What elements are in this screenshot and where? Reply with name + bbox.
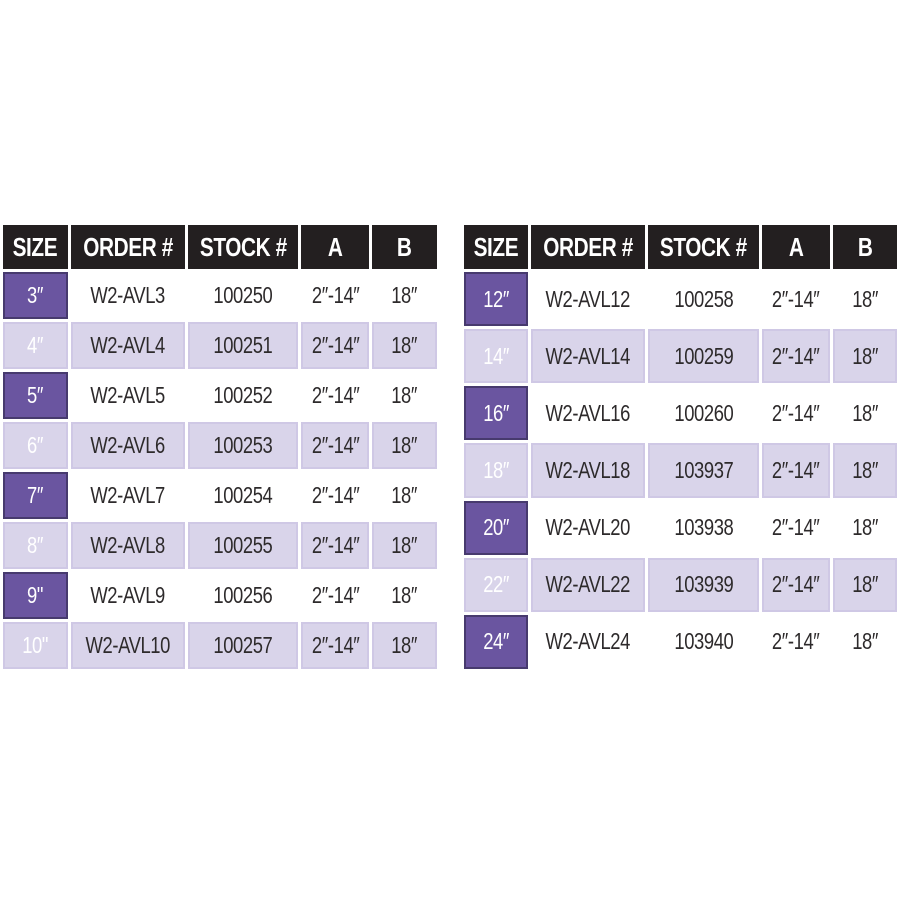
data-cell: [301, 372, 369, 419]
data-cell: [372, 572, 436, 619]
data-cell: [648, 501, 759, 555]
header-label: A: [788, 231, 804, 262]
table-row: [3, 422, 437, 469]
cell-text: 18″: [391, 382, 418, 408]
data-cell: [372, 472, 436, 519]
cell-text: 18″: [851, 571, 878, 598]
cell-text: W2-AVL22: [545, 571, 631, 598]
header-label: SIZE: [473, 231, 519, 262]
cell-text: 6″: [27, 432, 44, 458]
table-body: [464, 272, 898, 669]
cell-text: 4″: [27, 332, 44, 358]
table-row: [3, 322, 437, 369]
cell-text: 2″-14″: [311, 432, 359, 458]
table-row: [464, 329, 898, 383]
data-cell: [372, 622, 436, 669]
data-cell: [833, 386, 897, 440]
header-label: ORDER #: [82, 231, 173, 262]
cell-text: 18″: [851, 399, 878, 426]
cell-text: 18″: [391, 282, 418, 308]
cell-text: 103939: [673, 571, 733, 598]
size-cell: [464, 501, 529, 555]
data-cell: [301, 322, 369, 369]
cell-text: 18″: [851, 285, 878, 312]
column-header-order: [531, 225, 645, 269]
data-cell: [531, 501, 645, 555]
header-label: STOCK #: [659, 231, 747, 262]
data-cell: [71, 522, 185, 569]
data-cell: [648, 386, 759, 440]
table-row: [3, 522, 437, 569]
header-label: ORDER #: [543, 231, 633, 262]
data-cell: [188, 272, 299, 319]
spec-table-right: [461, 222, 900, 672]
data-cell: [762, 615, 830, 669]
column-header-size: [464, 225, 529, 269]
cell-text: 18″: [391, 582, 418, 608]
data-cell: [762, 443, 830, 497]
column-header-b: [372, 225, 436, 269]
header-row: [464, 225, 898, 269]
cell-text: 2″-14″: [772, 285, 820, 312]
cell-text: W2-AVL16: [545, 399, 631, 426]
cell-text: 24″: [482, 628, 509, 655]
table-row: [3, 272, 437, 319]
data-cell: [762, 386, 830, 440]
data-cell: [71, 322, 185, 369]
size-cell: [464, 329, 529, 383]
size-cell: [3, 372, 68, 419]
cell-text: W2-AVL10: [85, 632, 170, 658]
cell-text: W2-AVL7: [90, 482, 165, 508]
cell-text: 2″-14″: [311, 532, 359, 558]
table-row: [464, 558, 898, 612]
data-cell: [372, 422, 436, 469]
cell-text: 100257: [213, 632, 273, 658]
size-cell: [464, 443, 529, 497]
table-row: [464, 386, 898, 440]
data-cell: [372, 272, 436, 319]
cell-text: 12″: [482, 285, 509, 312]
cell-text: 2″-14″: [311, 582, 359, 608]
cell-text: 2″-14″: [772, 342, 820, 369]
table-header: [3, 225, 437, 269]
header-label: STOCK #: [199, 231, 287, 262]
data-cell: [762, 501, 830, 555]
cell-text: 103940: [673, 628, 733, 655]
cell-text: 18″: [851, 514, 878, 541]
column-header-b: [833, 225, 897, 269]
data-cell: [762, 329, 830, 383]
cell-text: 14″: [482, 342, 509, 369]
cell-text: 100258: [673, 285, 733, 312]
cell-text: 100256: [213, 582, 273, 608]
data-cell: [188, 572, 299, 619]
column-header-stock: [648, 225, 759, 269]
data-cell: [71, 422, 185, 469]
size-cell: [3, 522, 68, 569]
spec-table-left: [0, 222, 440, 672]
header-row: [3, 225, 437, 269]
data-cell: [648, 443, 759, 497]
cell-text: W2-AVL18: [545, 456, 631, 483]
cell-text: W2-AVL5: [90, 382, 165, 408]
column-header-stock: [188, 225, 299, 269]
cell-text: 2″-14″: [311, 632, 359, 658]
cell-text: 100252: [213, 382, 273, 408]
cell-text: 2″-14″: [772, 399, 820, 426]
cell-text: 100254: [213, 482, 273, 508]
cell-text: 18″: [851, 456, 878, 483]
size-cell: [3, 422, 68, 469]
cell-text: 8″: [27, 532, 44, 558]
data-cell: [648, 615, 759, 669]
table-body: [3, 272, 437, 669]
data-cell: [648, 272, 759, 326]
cell-text: W2-AVL14: [545, 342, 631, 369]
table-row: [3, 572, 437, 619]
size-cell: [464, 558, 529, 612]
cell-text: 5″: [27, 382, 44, 408]
cell-text: 16″: [482, 399, 509, 426]
size-cell: [3, 572, 68, 619]
table-row: [3, 472, 437, 519]
cell-text: 100259: [673, 342, 733, 369]
column-header-a: [762, 225, 830, 269]
table-row: [464, 443, 898, 497]
size-cell: [3, 322, 68, 369]
size-cell: [464, 615, 529, 669]
data-cell: [188, 522, 299, 569]
data-cell: [301, 472, 369, 519]
cell-text: 100255: [213, 532, 273, 558]
data-cell: [188, 422, 299, 469]
data-cell: [188, 472, 299, 519]
cell-text: 2″-14″: [311, 332, 359, 358]
data-cell: [372, 322, 436, 369]
data-cell: [71, 272, 185, 319]
data-cell: [372, 522, 436, 569]
data-cell: [762, 558, 830, 612]
column-header-order: [71, 225, 185, 269]
data-cell: [531, 386, 645, 440]
header-label: B: [397, 231, 412, 262]
cell-text: 9": [27, 582, 44, 608]
data-cell: [833, 443, 897, 497]
data-cell: [648, 558, 759, 612]
cell-text: 2″-14″: [772, 514, 820, 541]
cell-text: 18″: [391, 532, 418, 558]
cell-text: W2-AVL24: [545, 628, 631, 655]
spec-tables-container: [0, 222, 900, 672]
cell-text: 2″-14″: [772, 628, 820, 655]
cell-text: W2-AVL3: [90, 282, 165, 308]
cell-text: 18″: [391, 632, 418, 658]
column-header-size: [3, 225, 68, 269]
cell-text: 2″-14″: [311, 282, 359, 308]
data-cell: [372, 372, 436, 419]
data-cell: [301, 622, 369, 669]
table-row: [3, 622, 437, 669]
data-cell: [188, 622, 299, 669]
cell-text: 20″: [482, 514, 509, 541]
data-cell: [71, 622, 185, 669]
size-cell: [464, 386, 529, 440]
cell-text: 3″: [27, 282, 44, 308]
table-row: [464, 501, 898, 555]
header-label: B: [857, 231, 873, 262]
data-cell: [188, 372, 299, 419]
data-cell: [301, 422, 369, 469]
size-cell: [3, 272, 68, 319]
cell-text: 18″: [851, 628, 878, 655]
data-cell: [71, 372, 185, 419]
cell-text: 100250: [213, 282, 273, 308]
cell-text: 2″-14″: [311, 482, 359, 508]
cell-text: 100253: [213, 432, 273, 458]
cell-text: 100251: [213, 332, 273, 358]
cell-text: 18″: [851, 342, 878, 369]
table-row: [464, 615, 898, 669]
data-cell: [301, 572, 369, 619]
size-cell: [464, 272, 529, 326]
cell-text: W2-AVL12: [545, 285, 631, 312]
data-cell: [531, 272, 645, 326]
cell-text: 2″-14″: [772, 571, 820, 598]
cell-text: 22″: [482, 571, 509, 598]
cell-text: W2-AVL8: [90, 532, 165, 558]
cell-text: 2″-14″: [311, 382, 359, 408]
cell-text: 18″: [391, 432, 418, 458]
cell-text: 103938: [673, 514, 733, 541]
cell-text: 7″: [27, 482, 44, 508]
cell-text: W2-AVL9: [90, 582, 165, 608]
table-row: [3, 372, 437, 419]
data-cell: [188, 322, 299, 369]
table-header: [464, 225, 898, 269]
cell-text: 18″: [482, 456, 509, 483]
data-cell: [762, 272, 830, 326]
cell-text: 100260: [673, 399, 733, 426]
table-row: [464, 272, 898, 326]
data-cell: [531, 443, 645, 497]
data-cell: [833, 272, 897, 326]
data-cell: [531, 615, 645, 669]
data-cell: [301, 272, 369, 319]
cell-text: 10": [22, 632, 49, 658]
data-cell: [531, 329, 645, 383]
data-cell: [833, 501, 897, 555]
size-cell: [3, 622, 68, 669]
data-cell: [71, 472, 185, 519]
cell-text: W2-AVL4: [90, 332, 165, 358]
column-header-a: [301, 225, 369, 269]
cell-text: 18″: [391, 332, 418, 358]
data-cell: [833, 615, 897, 669]
size-cell: [3, 472, 68, 519]
header-label: SIZE: [12, 231, 58, 262]
cell-text: 103937: [673, 456, 733, 483]
data-cell: [71, 572, 185, 619]
cell-text: 2″-14″: [772, 456, 820, 483]
data-cell: [301, 522, 369, 569]
data-cell: [833, 558, 897, 612]
data-cell: [531, 558, 645, 612]
cell-text: W2-AVL20: [545, 514, 631, 541]
cell-text: 18″: [391, 482, 418, 508]
header-label: A: [327, 231, 343, 262]
data-cell: [648, 329, 759, 383]
cell-text: W2-AVL6: [90, 432, 165, 458]
data-cell: [833, 329, 897, 383]
